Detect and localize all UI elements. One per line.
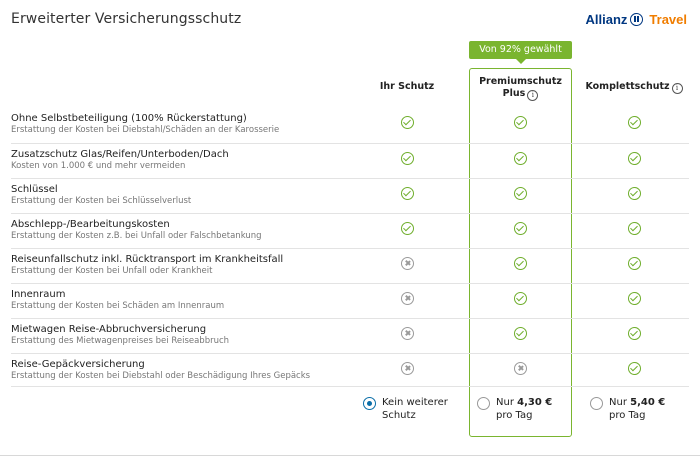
feature-title: Mietwagen Reise-Abbruchversicherung [11, 324, 207, 335]
popular-badge: Von 92% gewählt [469, 41, 572, 59]
table-row [11, 213, 689, 249]
check-circle-icon [514, 257, 527, 270]
feature-title: Reise-Gepäckversicherung [11, 359, 145, 370]
cross-circle-icon [401, 327, 414, 340]
price-premium: 4,30 € [517, 397, 553, 408]
radio-komplettschutz[interactable] [590, 397, 603, 410]
option-premiumschutz-plus[interactable]: Nur 4,30 € pro Tag [477, 396, 552, 422]
check-circle-icon [628, 362, 641, 375]
radio-premiumschutz-plus[interactable] [477, 397, 490, 410]
cross-circle-icon [401, 362, 414, 375]
check-circle-icon [401, 116, 414, 129]
table-row [11, 248, 689, 284]
check-circle-icon [514, 116, 527, 129]
cross-circle-icon [514, 362, 527, 375]
info-icon[interactable]: i [672, 83, 683, 94]
feature-subtitle: Erstattung der Kosten bei Diebstahl/Schäden an der Karosserie [11, 125, 280, 135]
info-icon[interactable]: i [527, 90, 538, 101]
check-circle-icon [514, 327, 527, 340]
check-circle-icon [401, 152, 414, 165]
feature-title: Ohne Selbstbeteiligung (100% Rückerstattung) [11, 113, 247, 124]
check-circle-icon [628, 292, 641, 305]
option-komplettschutz[interactable]: Nur 5,40 € pro Tag [590, 396, 665, 422]
table-row [11, 318, 689, 354]
page-title: Erweiterter Versicherungsschutz [11, 11, 242, 27]
feature-subtitle: Erstattung der Kosten bei Schlüsselverlust [11, 196, 192, 206]
check-circle-icon [628, 152, 641, 165]
check-circle-icon [401, 187, 414, 200]
feature-subtitle: Erstattung der Kosten bei Diebstahl oder Beschädigung Ihres Gepäcks [11, 371, 311, 381]
feature-title: Reiseunfallschutz inkl. Rücktransport im Krankheitsfall [11, 254, 284, 265]
feature-title: Schlüssel [11, 184, 58, 195]
feature-subtitle: Erstattung der Kosten z.B. bei Unfall oder Falschbetankung [11, 231, 262, 241]
check-circle-icon [514, 187, 527, 200]
feature-subtitle: Erstattung der Kosten bei Schäden am Innenraum [11, 301, 225, 311]
column-header-komplettschutz: Komplettschutz i [578, 81, 690, 94]
allianz-travel-logo [586, 12, 688, 27]
check-circle-icon [514, 292, 527, 305]
table-row [11, 143, 689, 179]
cross-circle-icon [401, 257, 414, 270]
price-komplett: 5,40 € [630, 397, 666, 408]
table-row [11, 108, 689, 143]
check-circle-icon [401, 222, 414, 235]
check-circle-icon [514, 152, 527, 165]
check-circle-icon [514, 222, 527, 235]
feature-subtitle: Erstattung des Mietwagenpreises bei Reiseabbruch [11, 336, 230, 346]
feature-title: Zusatzschutz Glas/Reifen/Unterboden/Dach [11, 149, 229, 160]
check-circle-icon [628, 222, 641, 235]
table-row [11, 178, 689, 214]
footer-divider [0, 455, 700, 456]
feature-title: Abschlepp-/Bearbeitungskosten [11, 219, 170, 230]
divider [11, 386, 689, 387]
option-kein-schutz[interactable]: Kein weiterer Schutz [363, 396, 448, 422]
allianz-logo-icon [630, 13, 643, 26]
check-circle-icon [628, 116, 641, 129]
table-row [11, 283, 689, 319]
feature-subtitle: Erstattung der Kosten bei Unfall oder Krankheit [11, 266, 213, 276]
check-circle-icon [628, 327, 641, 340]
radio-kein-schutz[interactable] [363, 397, 376, 410]
table-row [11, 353, 689, 389]
feature-subtitle: Kosten von 1.000 € und mehr vermeiden [11, 161, 186, 171]
check-circle-icon [628, 187, 641, 200]
brand-suffix: Travel [649, 12, 687, 27]
check-circle-icon [628, 257, 641, 270]
column-header-premiumschutz-plus: Premiumschutz Plus i [479, 76, 562, 99]
column-header-ihr-schutz: Ihr Schutz [379, 81, 435, 92]
cross-circle-icon [401, 292, 414, 305]
brand-name: Allianz [585, 12, 628, 27]
feature-title: Innenraum [11, 289, 66, 300]
